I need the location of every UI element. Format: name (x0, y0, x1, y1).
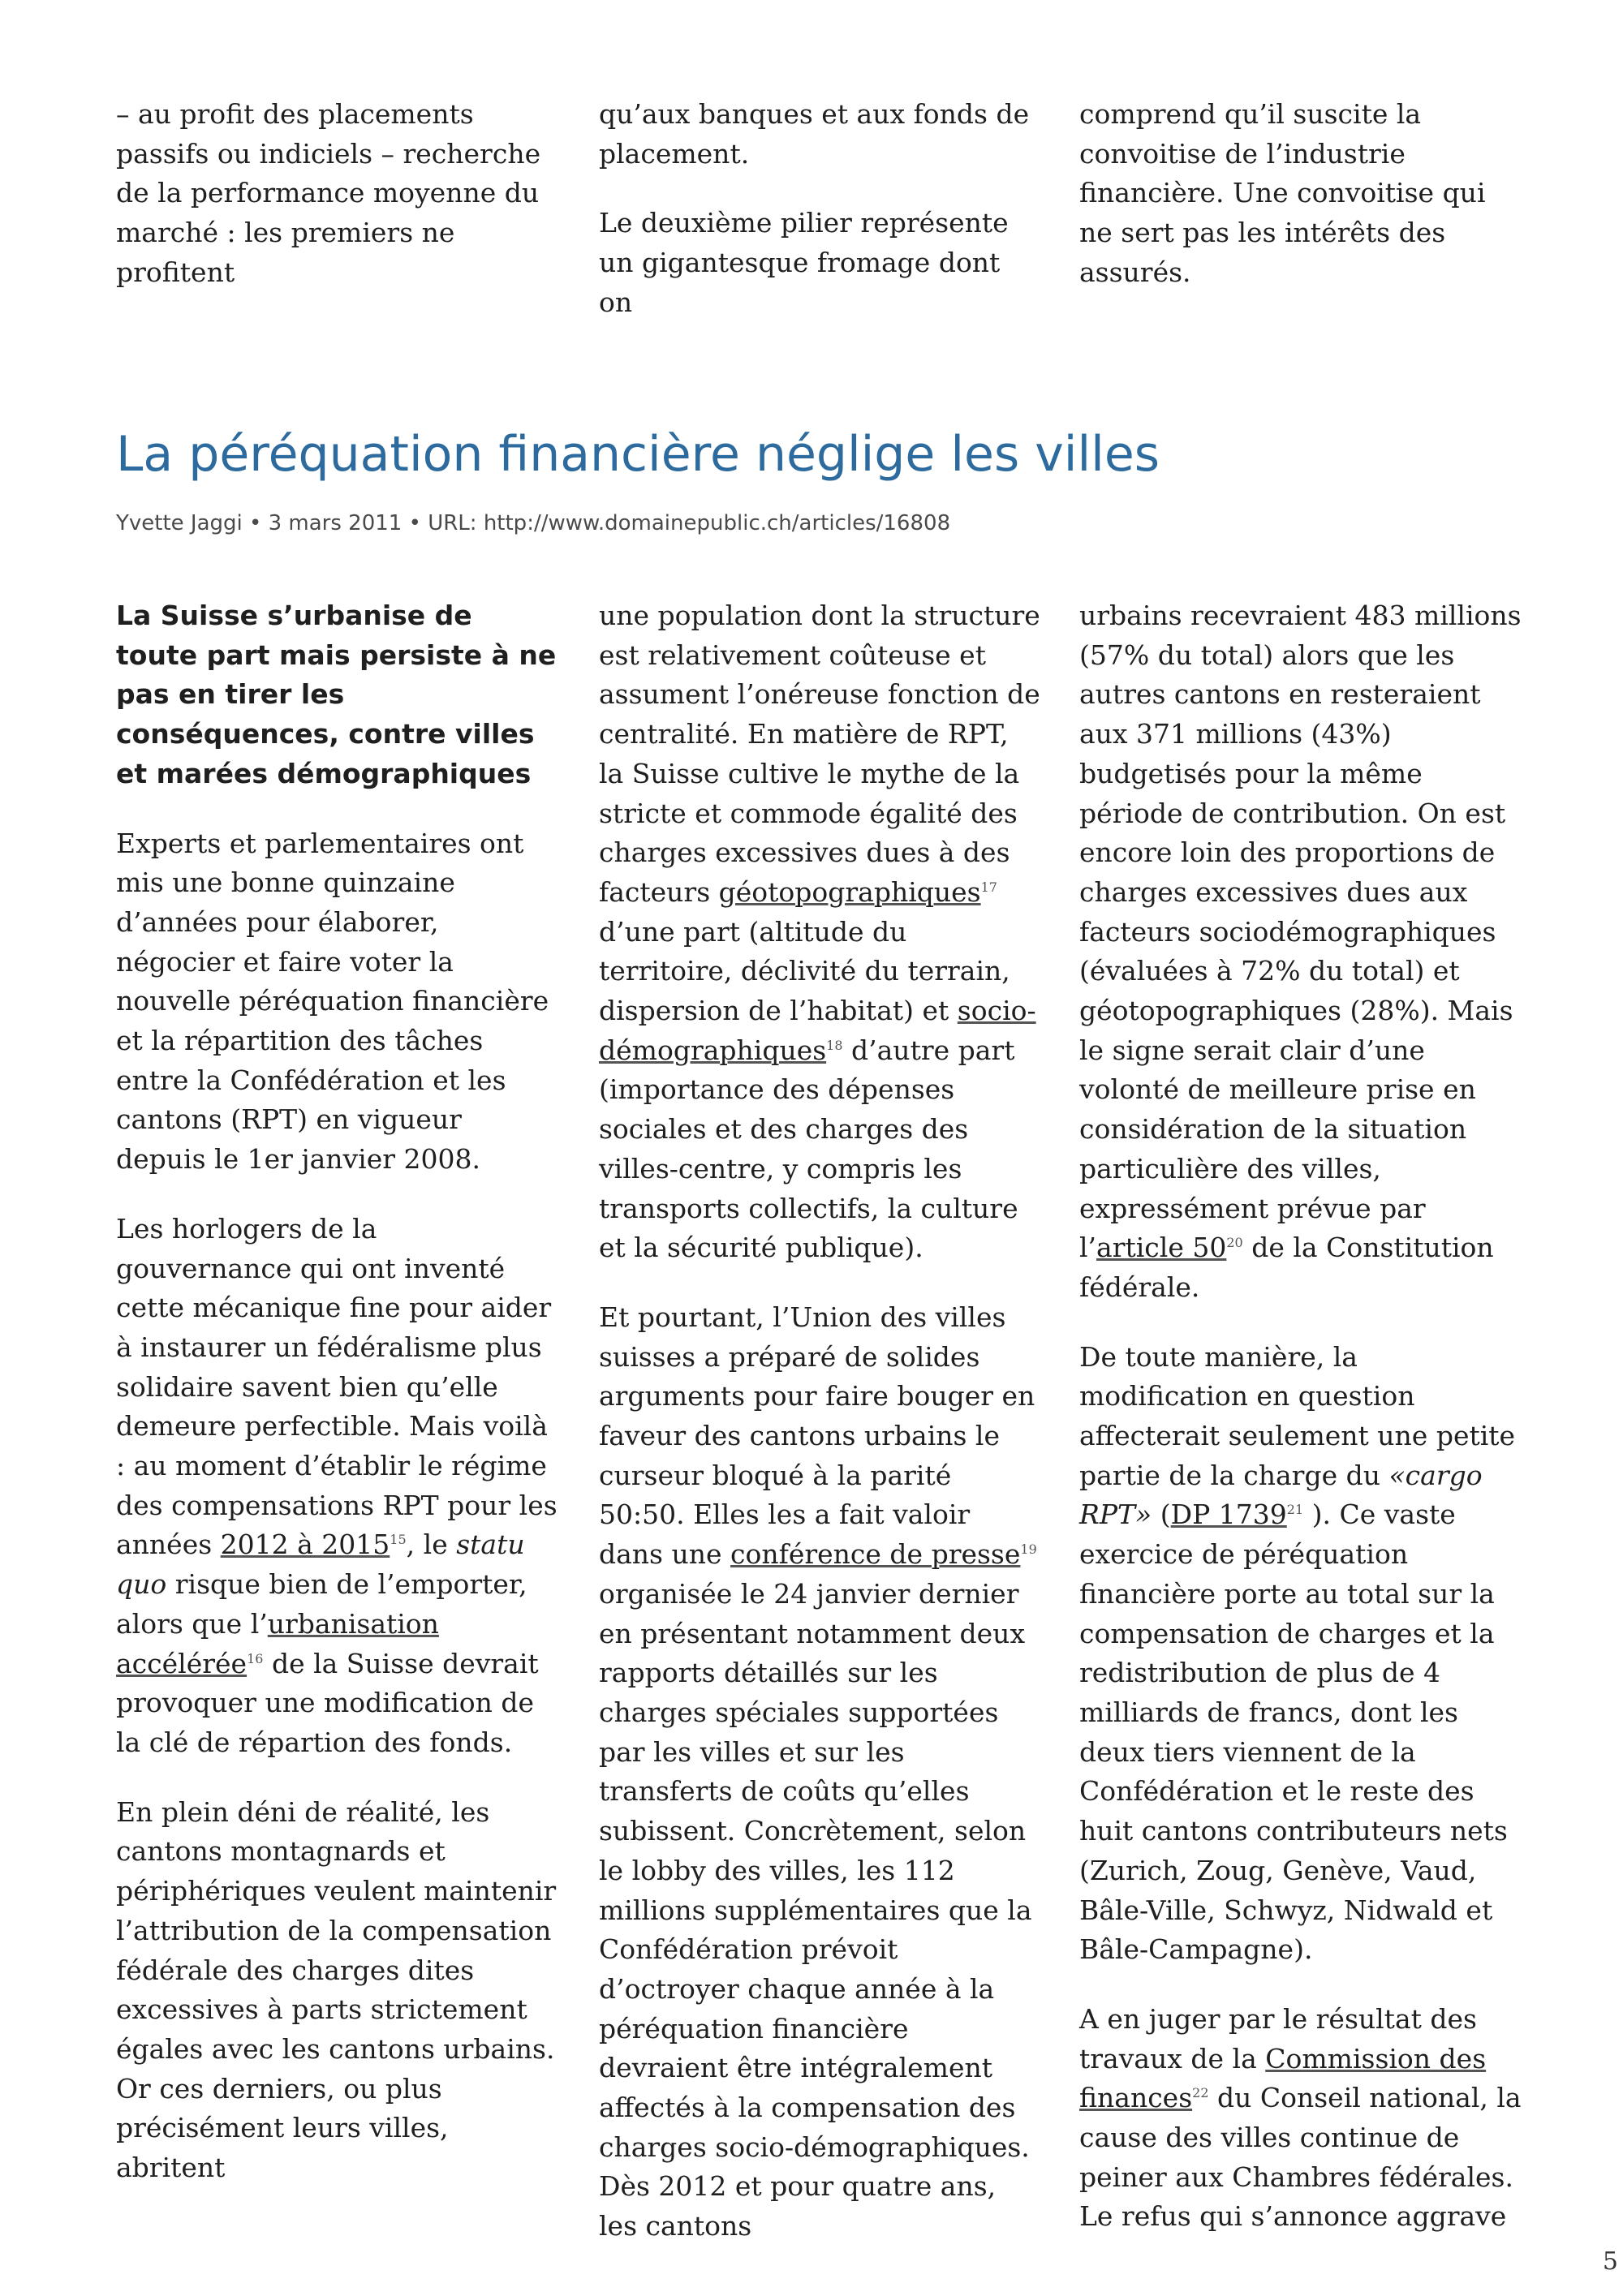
paragraph: qu’aux banques et aux fonds de placement. (599, 98, 1030, 170)
link-conference-de-presse[interactable]: conférence de presse (730, 1538, 1021, 1571)
text: urbains recevraient 483 millions (57% du total) alors que les autres cantons en resteraient aux 371 millions (43%) budgetisés pour la même période de contribution. On est encore loin des proportions de charges excessives dues aux facteurs sociodémographiques (évaluées à 72% du total) et géotopographiques (28%). Mais le signe serait clair d’une volonté de meilleure prise en considération de la situation particulière des villes, expressément prévue par l’ (1079, 600, 1522, 1264)
text: une population dont la structure est relativement coûteuse et assument l’onéreuse fonction de centralité. En matière de RPT, la Suisse cultive le mythe de la stricte et commode égalité des charges excessives dues à des facteurs (599, 600, 1040, 908)
paragraph-start (116, 1793, 558, 2188)
footnote-ref: 18 (826, 1037, 843, 1053)
text: d’une part (altitude du territoire, déclivité du terrain, dispersion de l’habitat) et (599, 915, 1010, 1027)
paragraph-continued (1079, 596, 1522, 1308)
text: d’autre part (importance des dépenses sociales et des charges des villes-centre, y compris les transports collectifs, la culture et la sécurité publique). (599, 1034, 1018, 1264)
emphasis: statu quo (116, 1529, 525, 1601)
link-commission-des-finances[interactable]: Commission des finances (1079, 2042, 1487, 2114)
footnote-ref: 19 (1020, 1541, 1037, 1558)
paragraph: comprend qu’il suscite la convoitise de l’industrie financière. Une convoitise qui ne sert pas les intérêts des assurés. (1079, 98, 1486, 288)
paragraph-continued (599, 596, 1041, 1268)
article-byline: Yvette Jaggi • 3 mars 2011 • URL: http://www.domainepublic.ch/articles/16808 (116, 511, 951, 535)
previous-article-column-2 (599, 95, 1041, 323)
text: de la Suisse devrait provoquer une modification de la clé de répartion des fonds. (116, 1647, 539, 1758)
emphasis: «cargo RPT» (1079, 1459, 1483, 1531)
text: risque bien de l’emporter, alors que l’ (116, 1568, 527, 1640)
article-column-1 (116, 596, 558, 2188)
text: , le (406, 1529, 457, 1561)
link-socio-demographiques[interactable]: socio-démographiques (599, 995, 1036, 1066)
link-2012-2015[interactable]: 2012 à 2015 (220, 1529, 390, 1561)
paragraph (116, 1210, 558, 1763)
paragraph (1079, 2000, 1522, 2237)
text: organisée le 24 janvier dernier en présentant notamment deux rapports détaillés sur les charges spéciales supportées par les villes et sur les transferts de coûts qu’elles subissent. Concrètement, selon le lobby des villes, les 112 millions supplémentaires que la Confédération prévoit d’octroyer chaque année à la péréquation financière devraient être intégralement affectés à la compensation des charges socio-démographiques. Dès 2012 et pour quatre ans, les cantons (599, 1577, 1032, 2242)
text: En plein déni de réalité, les cantons montagnards et périphériques veulent maintenir l’attribution de la compensation fédérale des charges dites excessives à parts strictement égales avec les cantons urbains. Or ces derniers, ou plus précisément leurs villes, abritent (116, 1795, 557, 2184)
paragraph (1079, 1338, 1522, 1970)
page-number: 5 (1602, 2247, 1618, 2276)
text: ). Ce vaste exercice de péréquation financière porte au total sur la compensation de charges et la redistribution de plus de 4 milliards de francs, dont les deux tiers viennent de la Confédération et le reste des huit cantons contributeurs nets (Zurich, Zoug, Genève, Vaud, Bâle-Ville, Schwyz, Nidwald et Bâle-Campagne). (1079, 1498, 1508, 1966)
paragraph: – au profit des placements passifs ou indiciels – recherche de la performance moyenne du marché : les premiers ne profitent (116, 98, 541, 288)
link-urbanisation-acceleree[interactable]: urbanisation accélérée (116, 1607, 439, 1679)
previous-article-column-1 (116, 95, 558, 293)
text: de la Constitution fédérale. (1079, 1232, 1494, 1303)
paragraph-start (599, 1298, 1041, 2247)
footnote-ref: 17 (980, 879, 997, 895)
text: du Conseil national, la cause des villes continue de peiner aux Chambres fédérales. Le refus qui s’annonce aggrave (1079, 2082, 1522, 2233)
article-lead: La Suisse s’urbanise de toute part mais persiste à ne pas en tirer les conséquences, contre villes et marées démographiques (116, 600, 557, 789)
paragraph: Le deuxième pilier représente un gigantesque fromage dont on (599, 207, 1009, 318)
link-geotopographiques[interactable]: géotopographiques (718, 875, 981, 908)
link-article-50[interactable]: article 50 (1096, 1232, 1227, 1264)
previous-article-column-3 (1079, 95, 1522, 293)
footnote-ref: 15 (390, 1532, 407, 1548)
article-column-2 (599, 596, 1041, 2277)
article-title: La péréquation financière néglige les villes (116, 426, 1160, 483)
footnote-ref: 22 (1192, 2085, 1209, 2101)
link-dp-1739[interactable]: DP 1739 (1170, 1498, 1287, 1531)
footnote-ref: 20 (1226, 1235, 1243, 1251)
text: Les horlogers de la gouvernance qui ont inventé cette mécanique fine pour aider à instaurer un fédéralisme plus solidaire savent bien qu’elle demeure perfectible. Mais voilà : au moment d’établir le régime des compensations RPT pour les années (116, 1212, 558, 1561)
footnote-ref: 16 (247, 1650, 264, 1666)
text: ( (1152, 1498, 1171, 1531)
text: De toute manière, la modification en question affecterait seulement une petite partie de la charge du (1079, 1340, 1516, 1491)
text: Et pourtant, l’Union des villes suisses a préparé de solides arguments pour faire bouger en faveur des cantons urbains le curseur bloqué à la parité 50:50. Elles les a fait valoir dans une (599, 1301, 1035, 1571)
text: A en juger par le résultat des travaux de la (1079, 2002, 1477, 2075)
footnote-ref: 21 (1286, 1502, 1304, 1518)
article-column-3 (1079, 596, 1522, 2237)
paragraph: Experts et parlementaires ont mis une bonne quinzaine d’années pour élaborer, négocier et faire voter la nouvelle péréquation financière et la répartition des tâches entre la Confédération et les cantons (RPT) en vigueur depuis le 1er janvier 2008. (116, 827, 549, 1176)
